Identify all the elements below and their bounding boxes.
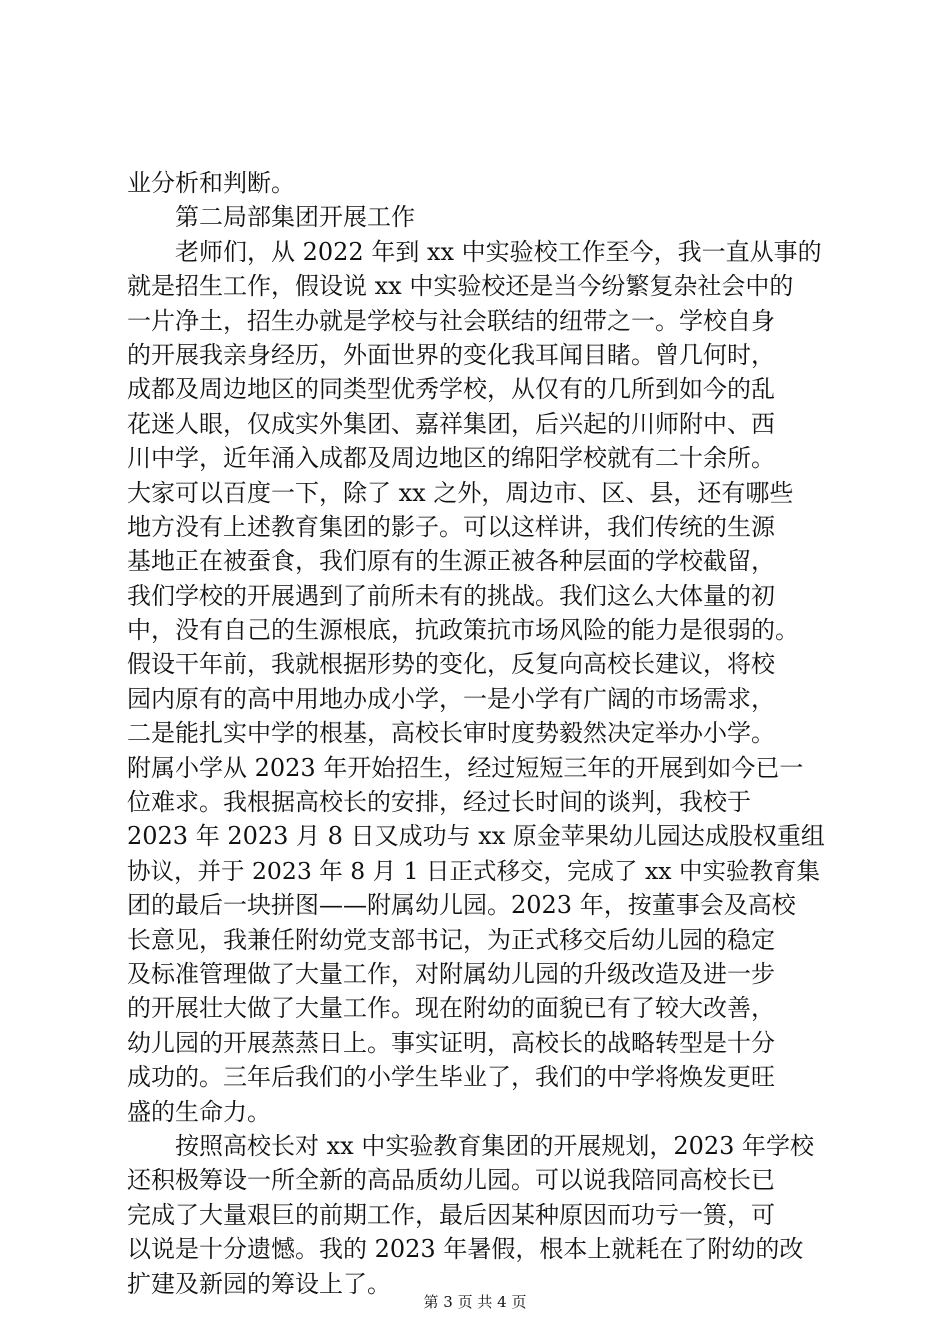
- page-number: 第 3 页 共 4 页: [423, 1293, 527, 1311]
- text-line: 成都及周边地区的同类型优秀学校，从仅有的几所到如今的乱: [127, 375, 775, 404]
- text-line: 二是能扎实中学的根基，高校长审时度势毅然决定举办小学。: [127, 719, 775, 748]
- text-line: 盛的生命力。: [127, 1097, 271, 1126]
- text-line: 一片净土，招生办就是学校与社会联结的纽带之一。学校自身: [127, 306, 775, 335]
- text-line: 地方没有上述教育集团的影子。可以这样讲，我们传统的生源: [127, 512, 775, 541]
- text-line: 花迷人眼，仅成实外集团、嘉祥集团，后兴起的川师附中、西: [127, 409, 775, 438]
- text-line: 的开展我亲身经历，外面世界的变化我耳闻目睹。曾几何时，: [127, 340, 775, 369]
- text-line: 附属小学从 2023 年开始招生，经过短短三年的开展到如今已一: [127, 753, 804, 782]
- text-line: 业分析和判断。: [127, 169, 295, 197]
- text-line: 园内原有的高中用地办成小学，一是小学有广阔的市场需求，: [127, 684, 775, 713]
- text-line: 团的最后一块拼图——附属幼儿园。2023 年，按董事会及高校: [127, 891, 796, 920]
- text-line: 2023 年 2023 月 8 日又成功与 xx 原金苹果幼儿园达成股权重组: [127, 822, 825, 851]
- text-line: 完成了大量艰巨的前期工作，最后因某种原因而功亏一篑，可: [127, 1200, 775, 1229]
- document-body: [127, 166, 833, 1301]
- text-line: 扩建及新园的筹设上了。: [127, 1269, 391, 1298]
- text-line: 我们学校的开展遇到了前所未有的挑战。我们这么大体量的初: [127, 581, 775, 610]
- text-line: 假设干年前，我就根据形势的变化，反复向高校长建议，将校: [127, 650, 775, 679]
- text-line: 的开展壮大做了大量工作。现在附幼的面貌已有了较大改善，: [127, 994, 775, 1023]
- text-line: 基地正在被蚕食，我们原有的生源正被各种层面的学校截留，: [127, 547, 775, 576]
- text-line: 就是招生工作，假设说 xx 中实验校还是当今纷繁复杂社会中的: [127, 272, 794, 301]
- text-line: 协议，并于 2023 年 8 月 1 日正式移交，完成了 xx 中实验教育集: [127, 856, 820, 885]
- page-footer: [0, 1292, 950, 1312]
- text-line: 按照高校长对 xx 中实验教育集团的开展规划，2023 年学校: [127, 1131, 815, 1160]
- text-line: 成功的。三年后我们的小学生毕业了，我们的中学将焕发更旺: [127, 1063, 775, 1092]
- text-line: 以说是十分遗憾。我的 2023 年暑假，根本上就耗在了附幼的改: [127, 1235, 804, 1264]
- text-line: 还积极筹设一所全新的高品质幼儿园。可以说我陪同高校长已: [127, 1166, 775, 1195]
- text-line: 中，没有自己的生源根底，抗政策抗市场风险的能力是很弱的。: [127, 616, 799, 645]
- section-heading: 第二局部集团开展工作: [127, 203, 415, 232]
- text-line: 幼儿园的开展蒸蒸日上。事实证明，高校长的战略转型是十分: [127, 1028, 775, 1057]
- text-line: 位难求。我根据高校长的安排，经过长时间的谈判，我校于: [127, 788, 751, 817]
- text-line: 长意见，我兼任附幼党支部书记，为正式移交后幼儿园的稳定: [127, 925, 775, 954]
- text-line: 川中学，近年涌入成都及周边地区的绵阳学校就有二十余所。: [127, 444, 775, 473]
- text-line: 及标准管理做了大量工作，对附属幼儿园的升级改造及进一步: [127, 959, 775, 988]
- text-line: 老师们，从 2022 年到 xx 中实验校工作至今，我一直从事的: [127, 237, 822, 266]
- text-line: 大家可以百度一下，除了 xx 之外，周边市、区、县，还有哪些: [127, 478, 794, 507]
